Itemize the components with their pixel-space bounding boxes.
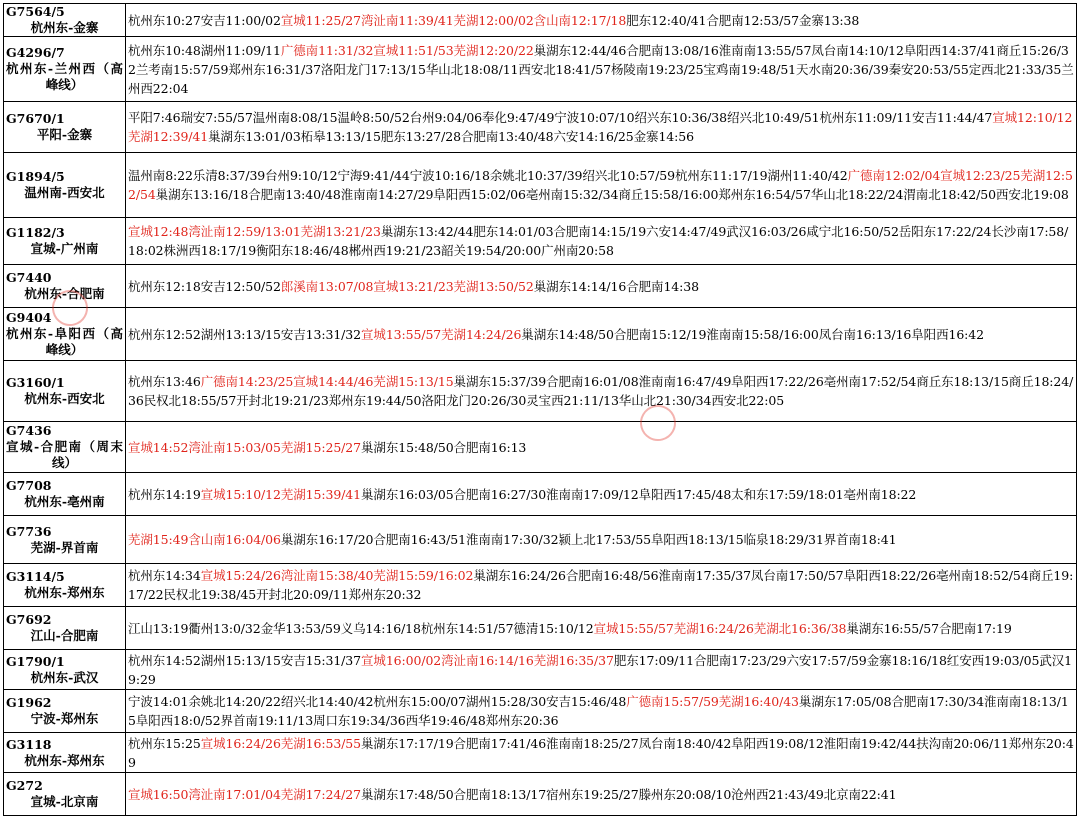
stops-text: 江山13:19衢州13:0/32金华13:53/59义乌14:16/18杭州东14:51/57德清15:10/12: [128, 620, 594, 636]
stops-text: 肥东17:09/11合肥南17:23/29六安17:57/59金寨18:16/18红安西19:03/05武汉19:29: [128, 652, 1072, 687]
train-number: G272: [6, 778, 43, 793]
train-number: G7670/1: [6, 111, 65, 126]
train-number: G4296/7: [6, 45, 65, 60]
train-cell: [4, 773, 126, 816]
train-route: 杭州东-武汉: [30, 669, 99, 685]
table-row: [4, 361, 1077, 422]
train-route: 杭州东-西安北: [24, 391, 105, 406]
train-cell: [4, 102, 126, 153]
train-cell: [4, 153, 126, 218]
stops-text: 巢湖东15:48/50合肥南16:13: [361, 439, 527, 455]
stops-text: 巢湖东16:24/26合肥南16:48/56淮南南17:35/37凤台南17:50/57阜阳西18:22/26亳州南18:52/54商丘19:17/22民权北19:38/45开封北20:09/11郑州东20:32: [128, 568, 1074, 602]
train-number: G7436: [6, 423, 52, 438]
stops-cell: [126, 690, 1077, 733]
train-cell: [4, 733, 126, 773]
table-row: [4, 690, 1077, 733]
train-number: G3160/1: [6, 375, 65, 390]
table-row: [4, 153, 1077, 218]
stops-cell: [126, 564, 1077, 607]
train-number: G7564/5: [6, 4, 65, 19]
stops-text: 平阳7:46瑞安7:55/57温州南8:08/15温岭8:50/52台州9:04/06奉化9:47/49宁波10:07/10绍兴东10:36/38绍兴北10:49/51杭州东11:09/11安吉11:44/47: [128, 110, 993, 125]
train-route: 杭州东-阜阳西（高峰线）: [6, 326, 123, 357]
stops-text: 宁波14:01余姚北14:20/22绍兴北14:40/42杭州东15:00/07湖州15:28/30安吉15:46/48: [128, 694, 627, 709]
highlighted-stops: 宣城15:24/26湾沚南15:38/40芜湖15:59/16:02: [200, 568, 474, 583]
train-route: 宣城-北京南: [30, 794, 99, 809]
train-route: 宣城-合肥南（周末线）: [6, 439, 123, 470]
timetable-body: [4, 4, 1077, 816]
train-number: G7708: [6, 478, 52, 493]
train-route: 宣城-广州南: [30, 241, 99, 256]
stops-text: 杭州东10:27安吉11:00/02: [128, 12, 281, 28]
table-row: [4, 37, 1077, 102]
train-cell: [4, 361, 126, 422]
highlighted-stops: 宣城15:10/12芜湖15:39/41: [200, 486, 362, 502]
train-number: G1182/3: [6, 225, 65, 240]
stops-text: 巢湖东13:42/44肥东14:01/03合肥南14:15/19六安14:47/49武汉16:03/26咸宁北16:50/52岳阳东17:22/24长沙南17:58/18:02株洲西18:17/19衡阳东18:46/48郴州西19:21/23韶关19:54/20:00广州南20:58: [128, 224, 1069, 258]
stops-text: 巢湖东12:44/46合肥南13:08/16淮南南13:55/57凤台南14:10/12阜阳西14:37/41商丘15:26/32兰考南15:57/59郑州东16:31/37洛阳龙门17:13/15华山北18:08/11西安北18:41/57杨陵南19:23/25宝鸡南19:48/51天水南20:36/39秦安20:53/55定西北21:33/35兰州西22:04: [128, 42, 1074, 96]
table-row: [4, 773, 1077, 816]
stops-text: 巢湖东15:37/39合肥南16:01/08淮南南16:47/49阜阳西17:22/26亳州南17:52/54商丘东18:13/15商丘18:24/36民权北18:55/57开封北19:21/23郑州东19:44/50洛阳龙门20:26/30灵宝西21:11/13华山北21:30/34西安北22:05: [128, 374, 1074, 408]
stops-cell: [126, 4, 1077, 37]
stops-cell: [126, 361, 1077, 422]
table-row: [4, 265, 1077, 308]
train-number: G1894/5: [6, 169, 65, 184]
train-timetable: [3, 3, 1077, 816]
train-number: G3114/5: [6, 569, 65, 584]
stops-text: 巢湖东14:48/50合肥南15:12/19淮南南15:58/16:00凤台南16:13/16阜阳西16:42: [521, 326, 984, 342]
stops-text: 巢湖东13:16/18合肥南13:40/48淮南南14:27/29阜阳西15:02/06亳州南15:32/34商丘15:58/16:00郑州东16:54/57华山北18:22/24渭南北18:42/50西安北19:08: [155, 187, 1069, 202]
train-route: 杭州东-金寨: [30, 20, 99, 35]
table-row: [4, 650, 1077, 690]
train-number: G7692: [6, 612, 52, 627]
train-cell: [4, 473, 126, 516]
train-number: G7736: [6, 523, 52, 539]
highlighted-stops: 广德南12:02/04宣城12:23/25芜湖12:52/54: [128, 168, 1073, 202]
highlighted-stops: 宣城16:24/26芜湖16:53/55: [200, 735, 362, 751]
stops-cell: [126, 650, 1077, 690]
train-cell: [4, 516, 126, 564]
stops-cell: [126, 516, 1077, 564]
stops-text: 杭州东15:25: [128, 735, 201, 751]
table-row: [4, 473, 1077, 516]
highlighted-stops: 宣城16:00/02湾沚南16:14/16芜湖16:35/37: [361, 652, 614, 668]
train-cell: [4, 37, 126, 102]
highlighted-stops: 芜湖15:49含山南16:04/06: [128, 532, 281, 547]
highlighted-stops: 广德南14:23/25宣城14:44/46芜湖15:13/15: [200, 374, 454, 389]
highlighted-stops: 宣城12:10/12芜湖12:39/41: [128, 110, 1073, 144]
train-route: 芜湖-界首南: [30, 539, 99, 555]
stops-text: 杭州东13:46: [128, 374, 201, 389]
stops-cell: [126, 308, 1077, 361]
train-cell: [4, 218, 126, 265]
train-cell: [4, 564, 126, 607]
table-row: [4, 733, 1077, 773]
stops-cell: [126, 218, 1077, 265]
stops-text: 杭州东12:52湖州13:13/15安吉13:31/32: [128, 326, 362, 342]
train-cell: [4, 650, 126, 690]
highlighted-stops: 郎溪南13:07/08宣城13:21/23芜湖13:50/52: [280, 278, 534, 294]
train-number: G3118: [6, 736, 52, 752]
highlighted-stops: 宣城14:52湾沚南15:03/05芜湖15:25/27: [128, 439, 362, 455]
stops-text: 巢湖东17:05/08合肥南17:30/34淮南南18:13/15阜阳西18:0/52界首南19:11/13周口东19:34/36西华19:46/48郑州东20:36: [128, 694, 1069, 728]
highlighted-stops: 宣城12:48湾沚南12:59/13:01芜湖13:21/23: [128, 224, 381, 239]
train-cell: [4, 422, 126, 473]
stops-cell: [126, 473, 1077, 516]
table-row: [4, 4, 1077, 37]
stops-text: 巢湖东13:01/03柘皋13:13/15肥东13:27/28合肥南13:40/48六安14:16/25金寨14:56: [208, 129, 694, 144]
stops-text: 杭州东10:48湖州11:09/11: [128, 42, 281, 58]
highlighted-stops: 宣城15:55/57芜湖16:24/26芜湖北16:36/38: [593, 620, 847, 636]
train-route: 杭州东-合肥南: [24, 286, 105, 301]
train-number: G1790/1: [6, 653, 65, 669]
stops-text: 巢湖东14:14/16合肥南14:38: [533, 278, 699, 294]
train-route: 温州南-西安北: [24, 185, 105, 200]
train-route: 杭州东-郑州东: [24, 752, 105, 768]
stops-text: 巢湖东16:55/57合肥南17:19: [846, 620, 1012, 636]
stops-cell: [126, 607, 1077, 650]
table-row: [4, 516, 1077, 564]
stops-text: 巢湖东16:17/20合肥南16:43/51淮南南17:30/32颍上北17:53/55阜阳西18:13/15临泉18:29/31界首南18:41: [280, 532, 897, 547]
stops-cell: [126, 37, 1077, 102]
stops-cell: [126, 773, 1077, 816]
stops-text: 肥东12:40/41合肥南12:53/57金寨13:38: [626, 12, 860, 28]
train-route: 江山-合肥南: [30, 628, 99, 643]
train-cell: [4, 265, 126, 308]
table-row: [4, 102, 1077, 153]
table-row: [4, 564, 1077, 607]
train-number: G1962: [6, 695, 52, 710]
stops-text: 杭州东14:52湖州15:13/15安吉15:31/37: [128, 652, 362, 668]
train-route: 宁波-郑州东: [30, 711, 99, 726]
stops-cell: [126, 422, 1077, 473]
train-number: G7440: [6, 270, 52, 285]
stops-text: 巢湖东17:48/50合肥南18:13/17宿州东19:25/27滕州东20:08/10沧州西21:43/49北京南22:41: [361, 786, 897, 802]
highlighted-stops: 广德南15:57/59芜湖16:40/43: [626, 694, 799, 709]
highlighted-stops: 宣城13:55/57芜湖14:24/26: [361, 326, 522, 342]
stops-text: 温州南8:22乐清8:37/39台州9:10/12宁海9:41/44宁波10:16/18余姚北10:37/39绍兴北10:57/59杭州东11:17/19湖州11:40/42: [128, 168, 848, 183]
highlighted-stops: 宣城16:50湾沚南17:01/04芜湖17:24/27: [128, 786, 362, 802]
stops-cell: [126, 153, 1077, 218]
train-route: 杭州东-郑州东: [24, 585, 105, 600]
train-cell: [4, 690, 126, 733]
table-row: [4, 308, 1077, 361]
highlighted-stops: 宣城11:25/27湾沚南11:39/41芜湖12:00/02含山南12:17/18: [280, 12, 627, 28]
table-row: [4, 422, 1077, 473]
train-cell: [4, 4, 126, 37]
stops-text: 杭州东14:34: [128, 568, 201, 583]
train-route: 杭州东-兰州西（高峰线）: [6, 61, 123, 92]
highlighted-stops: 广德南11:31/32宣城11:51/53芜湖12:20/22: [280, 42, 534, 58]
stops-cell: [126, 733, 1077, 773]
train-route: 杭州东-亳州南: [24, 494, 105, 509]
stops-text: 杭州东14:19: [128, 486, 201, 502]
table-row: [4, 218, 1077, 265]
stops-cell: [126, 102, 1077, 153]
table-row: [4, 607, 1077, 650]
train-cell: [4, 308, 126, 361]
stops-text: 杭州东12:18安吉12:50/52: [128, 278, 281, 294]
stops-text: 巢湖东17:17/19合肥南17:41/46淮南南18:25/27凤台南18:40/42阜阳西19:08/12淮阳南19:42/44扶沟南20:06/11郑州东20:49: [128, 735, 1074, 770]
train-cell: [4, 607, 126, 650]
train-route: 平阳-金寨: [36, 127, 93, 142]
stops-cell: [126, 265, 1077, 308]
stops-text: 巢湖东16:03/05合肥南16:27/30淮南南17:09/12阜阳西17:45/48太和东17:59/18:01亳州南18:22: [361, 486, 917, 502]
train-number: G9404: [6, 310, 52, 325]
